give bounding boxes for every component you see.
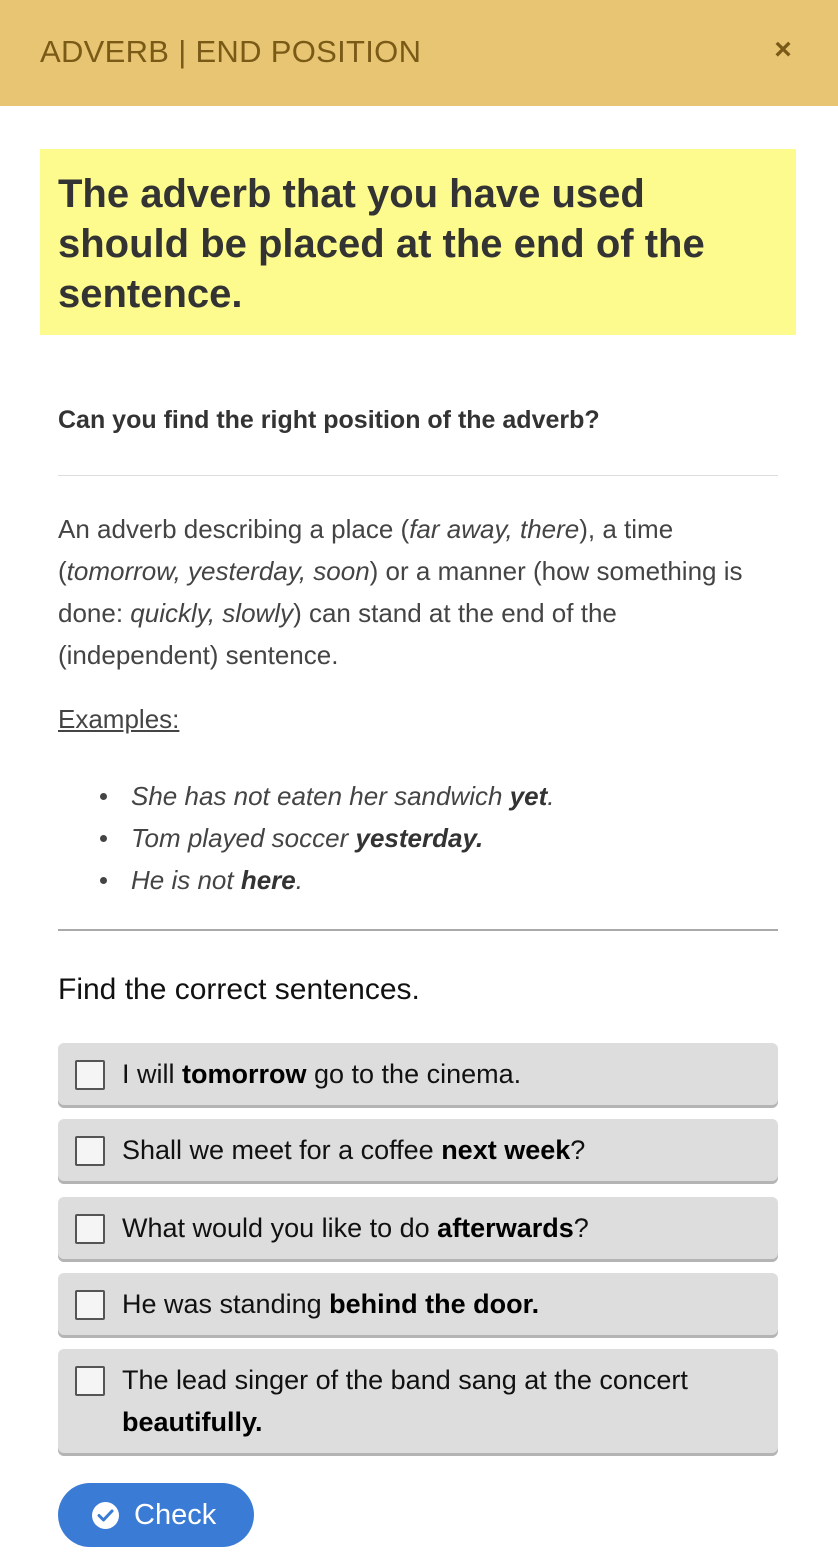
section-divider xyxy=(58,929,778,931)
example-item xyxy=(100,817,760,859)
explanation-part: ), a time ( xyxy=(58,514,674,586)
example-adverb: yesterday. xyxy=(355,823,484,853)
examples-label: Examples: xyxy=(58,704,180,734)
close-icon[interactable]: × xyxy=(774,33,792,66)
option-label xyxy=(122,1283,762,1325)
option-text: ? xyxy=(570,1135,586,1165)
option-text: Shall we meet for a coffee xyxy=(122,1135,442,1165)
explanation-example-manner: quickly, slowly xyxy=(130,598,294,628)
check-circle-icon xyxy=(92,1502,119,1529)
checkbox[interactable] xyxy=(75,1136,105,1166)
example-text: Tom played soccer xyxy=(131,823,356,853)
checkbox[interactable] xyxy=(75,1060,105,1090)
example-text: . xyxy=(295,865,303,895)
answer-option[interactable] xyxy=(58,1197,778,1259)
check-button[interactable] xyxy=(58,1483,254,1547)
divider xyxy=(58,475,778,476)
task-instruction: Find the correct sentences. xyxy=(58,973,420,1006)
question-heading: Can you find the right position of the adverb? xyxy=(58,406,600,434)
option-adverb: tomorrow xyxy=(182,1059,307,1089)
option-text: ? xyxy=(573,1213,589,1243)
examples-list xyxy=(100,775,760,901)
modal-header xyxy=(0,0,838,106)
option-label xyxy=(122,1359,762,1443)
example-adverb: here xyxy=(240,865,296,895)
option-text: The lead singer of the band sang at the concert xyxy=(122,1365,688,1395)
answer-option[interactable] xyxy=(58,1349,778,1453)
check-button-label: Check xyxy=(134,1499,217,1531)
example-item xyxy=(100,775,760,817)
explanation-part: ) or a manner (how something is done: xyxy=(58,556,743,628)
option-text: I will xyxy=(122,1059,182,1089)
option-text: What would you like to do xyxy=(122,1213,438,1243)
explanation-example-time: tomorrow, yesterday, soon xyxy=(66,556,370,586)
option-label xyxy=(122,1129,762,1171)
explanation-part: An adverb describing a place ( xyxy=(58,514,410,544)
explanation-part: ) can stand at the end of the (independent) sentence. xyxy=(58,598,617,670)
example-text: She has not eaten her sandwich xyxy=(131,781,510,811)
checkbox[interactable] xyxy=(75,1290,105,1320)
checkbox[interactable] xyxy=(75,1214,105,1244)
option-label xyxy=(122,1053,762,1095)
feedback-message: The adverb that you have used should be placed at the end of the sentence. xyxy=(58,172,705,316)
example-text: He is not xyxy=(131,865,241,895)
example-text: . xyxy=(547,781,555,811)
example-adverb: yet xyxy=(509,781,548,811)
checkbox[interactable] xyxy=(75,1366,105,1396)
option-adverb: afterwards xyxy=(437,1213,574,1243)
example-item xyxy=(100,859,760,901)
modal-title: ADVERB | END POSITION xyxy=(40,34,422,69)
option-label xyxy=(122,1207,762,1249)
explanation-example-place: far away, there xyxy=(409,514,580,544)
option-text: go to the cinema. xyxy=(306,1059,522,1089)
option-adverb: behind the door. xyxy=(329,1289,540,1319)
option-adverb: next week xyxy=(441,1135,571,1165)
answer-option[interactable] xyxy=(58,1273,778,1335)
answer-option[interactable] xyxy=(58,1043,778,1105)
feedback-highlight xyxy=(40,149,796,335)
answer-option[interactable] xyxy=(58,1119,778,1181)
option-adverb: beautifully. xyxy=(122,1407,263,1437)
option-text: He was standing xyxy=(122,1289,330,1319)
explanation-text xyxy=(58,508,778,676)
